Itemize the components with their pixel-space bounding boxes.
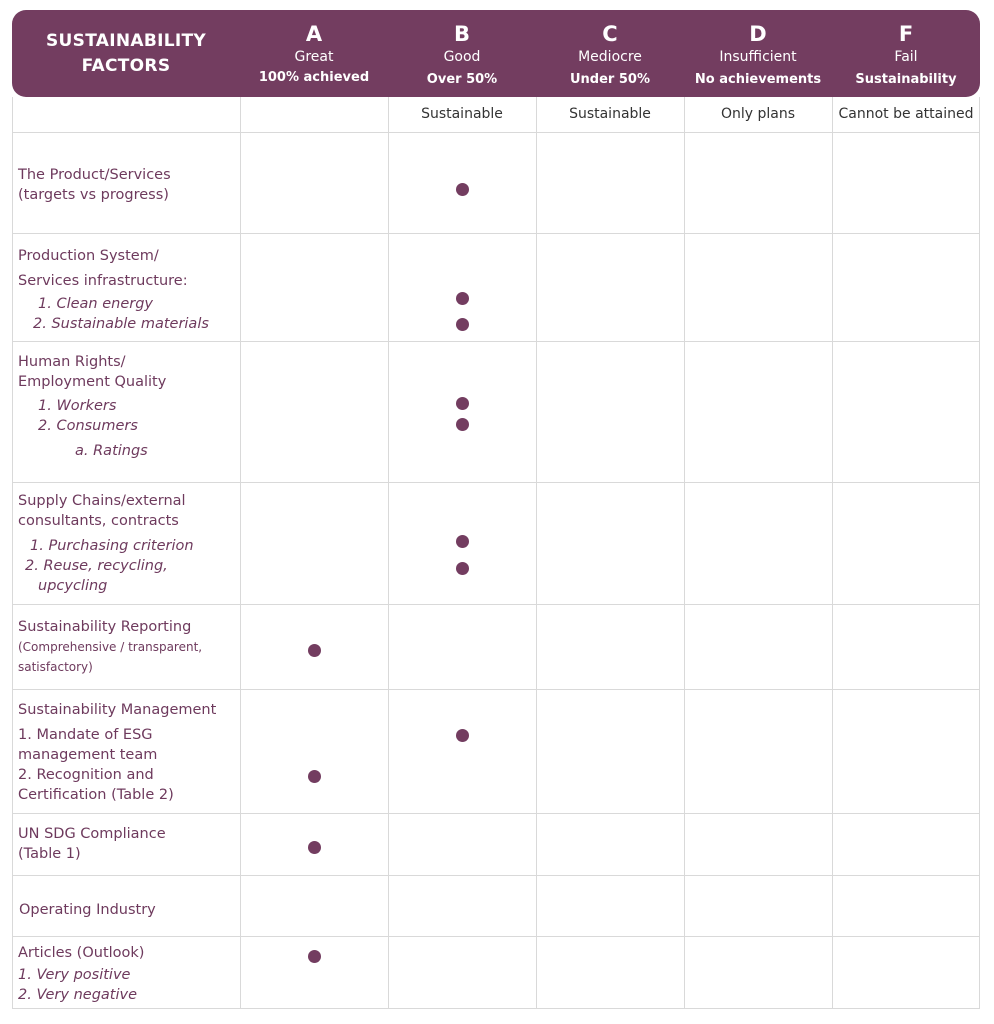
row-title: (Table 1) — [18, 846, 81, 862]
row-item: 1. Mandate of ESG — [18, 727, 153, 743]
row-title: Production System/ — [18, 248, 159, 264]
row-item: management team — [18, 747, 158, 763]
row-item: 2. Sustainable materials — [33, 316, 209, 332]
row-label-un-sdg — [18, 824, 240, 864]
grade-name: Mediocre — [578, 49, 642, 65]
grade-note: Sustainability — [855, 72, 957, 87]
row-title: Sustainability Reporting — [18, 619, 192, 635]
rating-dot-human-consumers-b — [456, 418, 469, 431]
rating-dot-sdg-a — [308, 841, 321, 854]
grade-name: Great — [294, 49, 334, 65]
rating-dot-production-materials-b — [456, 318, 469, 331]
row-item: 1. Very positive — [18, 967, 131, 983]
rating-dot-management-certification-a — [308, 770, 321, 783]
grade-header-b — [388, 10, 536, 97]
table-header — [12, 10, 980, 97]
row-divider — [12, 233, 980, 234]
rating-dot-supply-purchasing-b — [456, 535, 469, 548]
rating-dot-management-mandate-b — [456, 729, 469, 742]
row-label-production-system — [18, 244, 240, 334]
row-item: 1. Workers — [38, 398, 117, 414]
grade-note: No achievements — [694, 72, 822, 87]
row-divider — [12, 482, 980, 483]
rating-dot-reporting-a — [308, 644, 321, 657]
row-label-product-services — [18, 165, 240, 205]
row-item: 2. Recognition and — [18, 767, 154, 783]
rating-dot-production-clean-energy-b — [456, 292, 469, 305]
row-label-sustainability-reporting — [18, 617, 240, 677]
row-subtitle: (Comprehensive / transparent, — [18, 640, 203, 654]
subheader-c: Sustainable — [569, 106, 651, 122]
row-item: 1. Clean energy — [38, 296, 153, 312]
row-title: UN SDG Compliance — [18, 826, 166, 842]
grade-letter: D — [749, 22, 767, 46]
row-divider — [12, 132, 980, 133]
row-item: Certification (Table 2) — [18, 787, 174, 803]
factors-header — [12, 10, 240, 97]
row-title: (targets vs progress) — [18, 187, 169, 203]
row-item: 2. Very negative — [18, 987, 138, 1003]
subheader-d: Only plans — [720, 106, 796, 122]
row-item: 2. Consumers — [38, 418, 138, 434]
grade-header-d — [684, 10, 832, 97]
subheader-f: Cannot be attained — [838, 106, 974, 122]
row-label-supply-chains — [18, 491, 240, 596]
row-item: upcycling — [38, 578, 108, 594]
grade-letter: C — [602, 22, 618, 46]
row-divider — [12, 936, 980, 937]
row-label-human-rights — [18, 352, 240, 461]
row-title: Supply Chains/external — [18, 493, 186, 509]
grade-name: Fail — [894, 49, 918, 65]
row-item: a. Ratings — [75, 443, 148, 459]
row-title: Operating Industry — [19, 902, 156, 918]
grade-header-c — [536, 10, 684, 97]
grade-letter: B — [453, 22, 470, 46]
grade-note: Under 50% — [570, 72, 650, 87]
row-item: 2. Reuse, recycling, — [25, 558, 168, 574]
row-divider — [12, 875, 980, 876]
grade-letter: A — [305, 22, 323, 46]
row-title: Articles (Outlook) — [18, 945, 145, 961]
grade-note: Over 50% — [426, 72, 498, 87]
row-title: Services infrastructure: — [18, 273, 188, 289]
row-divider — [12, 689, 980, 690]
row-divider — [12, 341, 980, 342]
grade-letter: F — [898, 22, 914, 46]
row-item: 1. Purchasing criterion — [30, 538, 194, 554]
rating-dot-human-workers-b — [456, 397, 469, 410]
row-title: The Product/Services — [18, 167, 171, 183]
row-subtitle: satisfactory) — [18, 660, 93, 674]
rating-dot-product-b — [456, 183, 469, 196]
subheader-b: Sustainable — [421, 106, 503, 122]
row-title: Sustainability Management — [18, 702, 217, 718]
row-label-sustainability-management — [18, 700, 240, 805]
row-divider — [12, 813, 980, 814]
row-title: Employment Quality — [18, 374, 167, 390]
factors-title-line2: FACTORS — [81, 55, 171, 76]
row-title: consultants, contracts — [18, 513, 179, 529]
grade-name: Good — [443, 49, 481, 65]
grade-header-f — [832, 10, 980, 97]
row-label-operating-industry — [19, 900, 241, 920]
grade-header-a — [240, 10, 388, 97]
grade-name: Insufficient — [719, 49, 797, 65]
rating-dot-articles-a — [308, 950, 321, 963]
rating-dot-supply-reuse-b — [456, 562, 469, 575]
grade-note: 100% achieved — [258, 70, 370, 85]
row-divider — [12, 604, 980, 605]
factors-title-line1: SUSTAINABILITY — [46, 30, 206, 51]
row-label-articles — [18, 943, 240, 1005]
row-title: Human Rights/ — [18, 354, 126, 370]
